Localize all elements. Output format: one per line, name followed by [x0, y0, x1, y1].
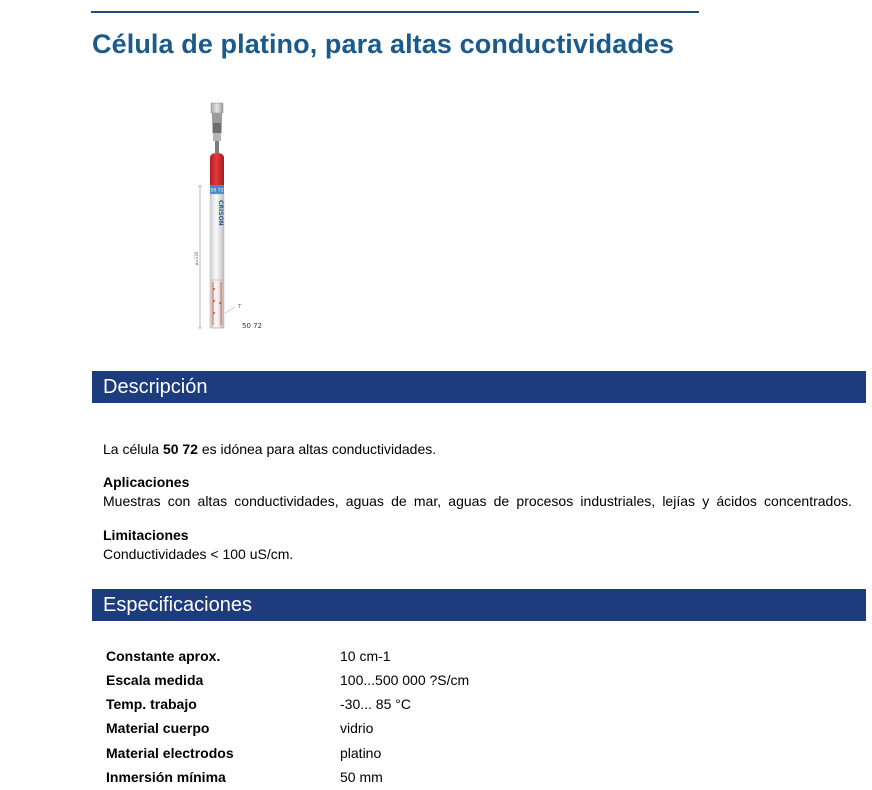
applications-heading: Aplicaciones — [103, 474, 190, 490]
spec-value-min-immersion: 50 mm — [340, 769, 383, 785]
specifications-section-header: Especificaciones — [92, 589, 866, 621]
intro-code: 50 72 — [162, 441, 198, 457]
dimension-line — [194, 186, 202, 328]
spec-label-temperature: Temp. trabajo — [106, 696, 197, 712]
top-rule — [91, 11, 699, 13]
spec-value-electrode-material: platino — [340, 745, 382, 761]
spec-label-electrode-material: Material electrodos — [106, 745, 234, 761]
spec-label-body-material: Material cuerpo — [106, 720, 210, 736]
spec-value-range: 100...500 000 ?S/cm — [340, 672, 470, 688]
spec-value-body-material: vidrio — [340, 720, 374, 736]
spec-value-constant: 10 cm-1 — [340, 648, 391, 664]
intro-prefix: La célula — [103, 441, 163, 457]
spec-value-temperature: -30... 85 °C — [340, 696, 411, 712]
applications-text: Muestras con altas conductividades, aguas de mar, aguas de procesos industriales, lejías y ácidos concentrados. — [103, 493, 852, 509]
svg-text:50 72: 50 72 — [210, 188, 224, 194]
conductivity-cell-image — [188, 100, 270, 336]
electrode-cap — [210, 153, 224, 194]
limitations-heading: Limitaciones — [103, 527, 189, 543]
dimension-label: ø=120 — [194, 251, 199, 265]
electrode-body — [210, 194, 224, 328]
page-title: Célula de platino, para altas conductividades — [92, 29, 675, 59]
intro-suffix: es idónea para altas conductividades. — [197, 441, 437, 457]
temperature-marker: T — [238, 304, 242, 310]
description-intro — [103, 441, 436, 458]
figure-caption: 50 72 — [242, 322, 263, 330]
spec-label-min-immersion: Inmersión mínima — [106, 769, 226, 785]
spec-label-range: Escala medida — [106, 672, 204, 688]
description-section-header: Descripción — [92, 371, 866, 403]
brand-label: CRISON — [217, 200, 224, 226]
spec-label-constant: Constante aprox. — [106, 648, 221, 664]
limitations-text: Conductividades < 100 uS/cm. — [103, 546, 294, 562]
connector-plug — [211, 103, 223, 153]
